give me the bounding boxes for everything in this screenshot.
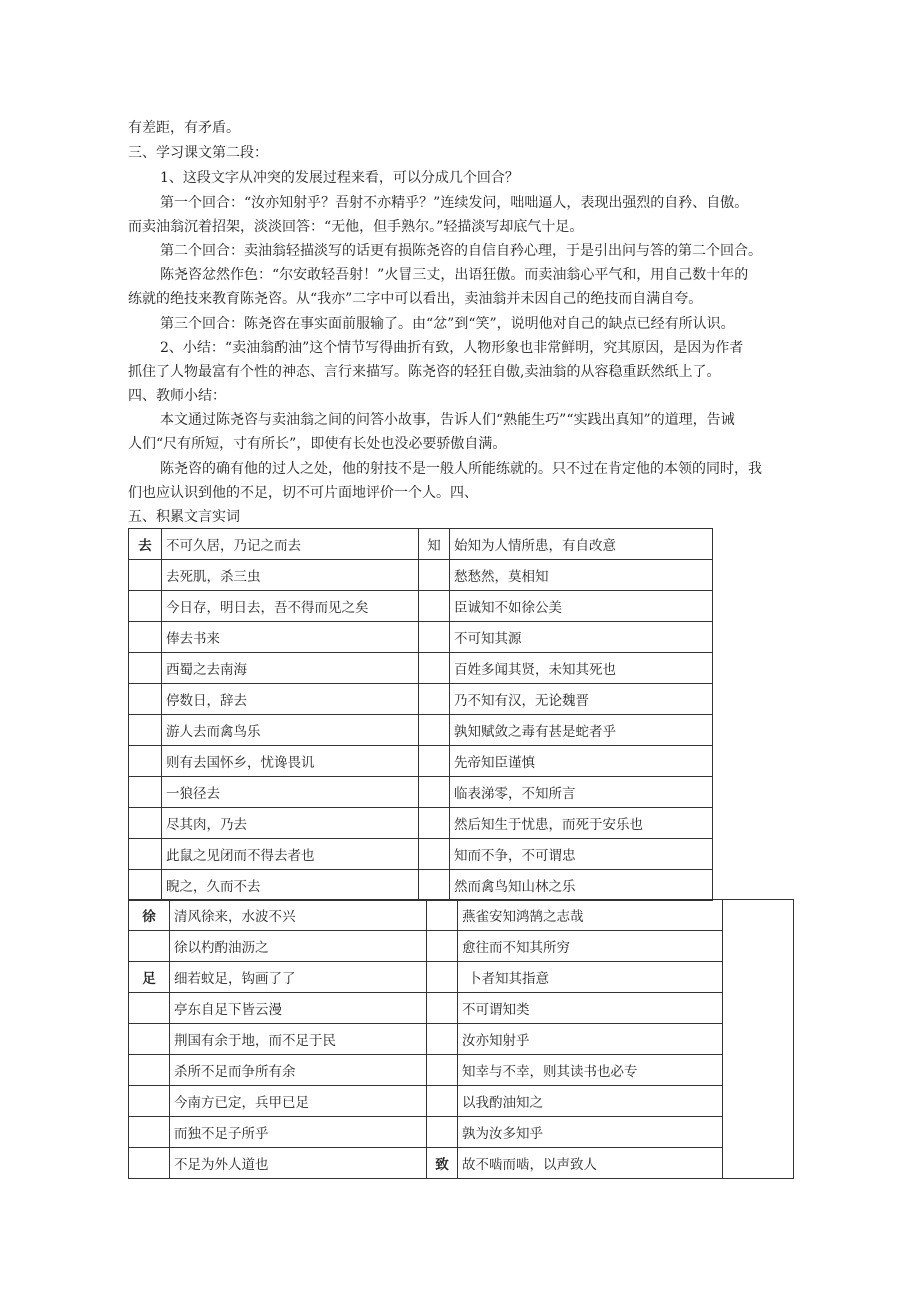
table-cell: 不可知其源: [450, 622, 713, 653]
table-cell: 不足为外人道也: [170, 1148, 427, 1179]
table-cell: 清风徐来，水波不兴: [170, 900, 427, 931]
teacher-summary-line-2: 人们“尺有所短，寸有所长”，即使有长处也没必要骄傲自满。: [128, 436, 507, 452]
table-row: [129, 808, 713, 839]
table-cell: 停数日，辞去: [162, 684, 419, 715]
table-row: [129, 993, 794, 1024]
section-heading-3: 三、学习课文第二段：: [128, 145, 268, 161]
table-cell: 卜者知其指意: [458, 962, 723, 993]
round-2-line-3: 练就的绝技来教育陈尧咨。从“我亦”二字中可以看出，卖油翁并未因自己的绝技而自满自夸。: [128, 291, 703, 307]
table-cell: 以我酌油知之: [458, 1086, 723, 1117]
table-row: [129, 684, 713, 715]
table-row: [129, 1148, 794, 1179]
table-cell: 始知为人情所患，有自改意: [450, 529, 713, 560]
table-cell: 知而不争，不可谓忠: [450, 839, 713, 870]
table-cell: 故不啮而啮，以声致人: [458, 1148, 723, 1179]
table-cell: 不可谓知类: [458, 993, 723, 1024]
table-row: [129, 777, 713, 808]
table-cell: 汝亦知射乎: [458, 1024, 723, 1055]
table-row: [129, 653, 713, 684]
table-row: [129, 560, 713, 591]
table-cell: 愁愁然，莫相知: [450, 560, 713, 591]
table-row: [129, 1024, 794, 1055]
round-2-line-2: 陈尧咨忿然作色：“尔安敢轻吾射！”火冒三丈，出语狂傲。而卖油翁心平气和，用自己数十年的: [160, 267, 749, 283]
question-1: 1、这段文字从冲突的发展过程来看，可以分成几个回合？: [160, 170, 519, 186]
table-cell: 而独不足子所乎: [170, 1117, 427, 1148]
table-cell: 愈往而不知其所穷: [458, 931, 723, 962]
round-1-line-2: 而卖油翁沉着招架，淡淡回答：“无他，但手熟尔。”轻描淡写却底气十足。: [128, 219, 584, 235]
table-cell: 荆国有余于地，而不足于民: [170, 1024, 427, 1055]
table-row: [129, 900, 794, 931]
teacher-summary-line-3: 陈尧咨的确有他的过人之处，他的射技不是一般人所能练就的。只不过在肯定他的本领的同时，我: [160, 461, 762, 477]
table-cell: 今日存，明日去，吾不得而见之矣: [162, 591, 419, 622]
table-cell: 百姓多闻其贤，未知其死也: [450, 653, 713, 684]
keyword-zhi-2: 致: [427, 1148, 458, 1179]
table-cell: 燕雀安知鸿鹄之志哉: [458, 900, 723, 931]
table-row: [129, 622, 713, 653]
keyword-qu: 去: [129, 529, 162, 560]
table-cell: 游人去而禽鸟乐: [162, 715, 419, 746]
table-row: [129, 839, 713, 870]
summary-line-1: 2、小结：“卖油翁酌油”这个情节写得曲折有致，人物形象也非常鲜明，究其原因，是因为作者: [160, 340, 744, 356]
table-cell: 乃不知有汉，无论魏晋: [450, 684, 713, 715]
table-cell: 孰知赋敛之毒有甚是蛇者乎: [450, 715, 713, 746]
table-cell: 细若蚊足，钩画了了: [170, 962, 427, 993]
table-cell: 然后知生于忧患，而死于安乐也: [450, 808, 713, 839]
vocab-table-qu-zhi: [128, 528, 713, 901]
table-row: [129, 1117, 794, 1148]
table-cell: 一狼径去: [162, 777, 419, 808]
table-cell: 然而禽鸟知山林之乐: [450, 870, 713, 901]
table-cell: 去死肌，杀三虫: [162, 560, 419, 591]
table-row: [129, 591, 713, 622]
table-cell: 西蜀之去南海: [162, 653, 419, 684]
keyword-zu: 足: [129, 962, 170, 993]
table-cell: 则有去国怀乡，忧谗畏讥: [162, 746, 419, 777]
round-2: 第二个回合：卖油翁轻描淡写的话更有损陈尧咨的自信自矜心理，于是引出问与答的第二个回合。: [160, 243, 762, 259]
table-cell: 杀所不足而争所有余: [170, 1055, 427, 1086]
table-cell: 临表涕零，不知所言: [450, 777, 713, 808]
round-1-line-1: 第一个回合：“汝亦知射乎？吾射不亦精乎？”连续发问，咄咄逼人，表现出强烈的自矜、自傲。: [160, 195, 749, 211]
table-row: [129, 962, 794, 993]
teacher-summary-line-1: 本文通过陈尧咨与卖油翁之间的问答小故事，告诉人们“熟能生巧”“实践出真知”的道理，告诫: [160, 412, 735, 428]
table-cell: 睨之，久而不去: [162, 870, 419, 901]
table-row: [129, 529, 713, 560]
table-row: [129, 746, 713, 777]
empty-column: [723, 900, 794, 1179]
table-row: [129, 715, 713, 746]
table-cell: 徐以杓酌油沥之: [170, 931, 427, 962]
table-cell: 此鼠之见闭而不得去者也: [162, 839, 419, 870]
table-cell: 知幸与不幸，则其读书也必专: [458, 1055, 723, 1086]
section-heading-5: 五、积累文言实词: [128, 509, 240, 525]
vocab-table-xu-zu-zhi: [128, 899, 794, 1179]
keyword-zhi: 知: [419, 529, 450, 560]
table-cell: 今南方已定，兵甲已足: [170, 1086, 427, 1117]
paragraph: 有差距，有矛盾。: [128, 120, 240, 136]
keyword-xu: 徐: [129, 900, 170, 931]
table-cell: 亭东自足下皆云漫: [170, 993, 427, 1024]
table-cell: 尽其肉，乃去: [162, 808, 419, 839]
table-row: [129, 1055, 794, 1086]
round-3: 第三个回合：陈尧咨在事实面前服输了。由“忿”到“笑”，说明他对自己的缺点已经有所认识。: [160, 316, 735, 332]
summary-line-2: 抓住了人物最富有个性的神态、言行来描写。陈尧咨的轻狂自傲,卖油翁的从容稳重跃然纸上了。: [128, 364, 721, 380]
table-cell: 臣诚知不如徐公美: [450, 591, 713, 622]
table-cell: 不可久居，乃记之而去: [162, 529, 419, 560]
table-cell: 孰为汝多知乎: [458, 1117, 723, 1148]
section-heading-4: 四、教师小结：: [128, 388, 226, 404]
table-row: [129, 1086, 794, 1117]
table-cell: 先帝知臣谨慎: [450, 746, 713, 777]
table-cell: 俸去书来: [162, 622, 419, 653]
table-row: [129, 931, 794, 962]
table-row: [129, 870, 713, 901]
teacher-summary-line-4: 们也应认识到他的不足，切不可片面地评价一个人。四、: [128, 485, 478, 501]
